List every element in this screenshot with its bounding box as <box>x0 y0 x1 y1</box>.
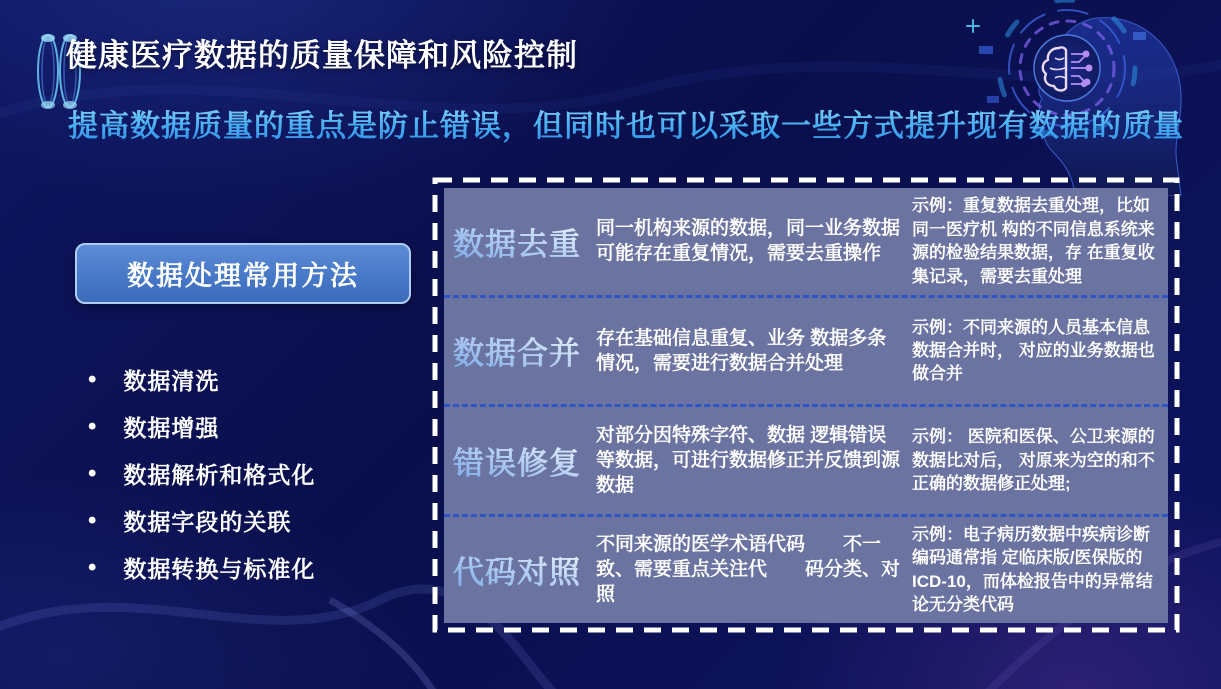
list-item <box>88 403 315 450</box>
ai-head-icon <box>947 0 1221 196</box>
bullet-icon: • <box>88 365 98 393</box>
methods-panel <box>432 177 1180 633</box>
method-row-codemap <box>444 514 1168 624</box>
list-item-label: 数据解析和格式化 <box>123 462 316 488</box>
methods-heading-button <box>75 243 411 304</box>
methods-heading-label: 数据处理常用方法 <box>127 261 359 291</box>
method-row-merge <box>444 295 1168 405</box>
method-example: 示例：不同来源的人员基本信息数据合并时， 对应的业务数据也做合并 <box>912 317 1155 384</box>
list-item-label: 数据转换与标准化 <box>123 556 316 582</box>
methods-bullet-list <box>88 356 315 591</box>
method-description: 不同来源的医学术语代码 不一致、需要重点关注代 码分类、对照 <box>596 534 901 606</box>
method-row-fix <box>444 404 1168 514</box>
bullet-icon: • <box>88 506 98 534</box>
bullet-icon: • <box>88 553 98 581</box>
page-title: 健康医疗数据的质量保障和风险控制 <box>66 38 578 73</box>
bullet-icon: • <box>88 412 98 440</box>
method-example: 示例：电子病历数据中疾病诊断编码通常指 定临床版/医保版的ICD-10，而体检报告中的异常结论无分类代码 <box>912 524 1153 615</box>
list-item <box>88 497 315 544</box>
list-item <box>88 450 315 497</box>
brain-circuit-icon <box>1034 35 1100 101</box>
list-item <box>88 356 315 403</box>
method-label: 代码对照 <box>452 547 582 592</box>
list-item-label: 数据清洗 <box>123 368 220 394</box>
method-label: 错误修复 <box>452 438 582 483</box>
list-item-label: 数据字段的关联 <box>123 509 292 535</box>
method-example: 示例： 医院和医保、公卫来源的数据比对后， 对原来为空的和不正确的数据修正处理; <box>912 427 1155 493</box>
method-description: 存在基础信息重复、业务 数据多条情况，需要进行数据合并处理 <box>596 327 887 374</box>
method-label: 数据合并 <box>452 328 582 373</box>
method-description: 同一机构来源的数据，同一业务数据可能存在重复情况，需要去重操作 <box>596 218 901 265</box>
methods-panel-inner <box>444 188 1168 623</box>
method-description: 对部分因特殊字符、数据 逻辑错误等数据，可进行数据修正并反馈到源数据 <box>596 424 901 496</box>
method-row-dedup <box>444 188 1168 295</box>
bullet-icon: • <box>88 459 98 487</box>
page-subtitle: 提高数据质量的重点是防止错误，但同时也可以采取一些方式提升现有数据的质量 <box>68 101 1184 145</box>
list-item <box>88 544 315 591</box>
method-label: 数据去重 <box>452 219 582 264</box>
method-example: 示例：重复数据去重处理，比如同一医疗机 构的不同信息系统来源的检验结果数据，存 在重复收集记录，需要去重处理 <box>912 196 1155 286</box>
list-item-label: 数据增强 <box>123 415 220 441</box>
